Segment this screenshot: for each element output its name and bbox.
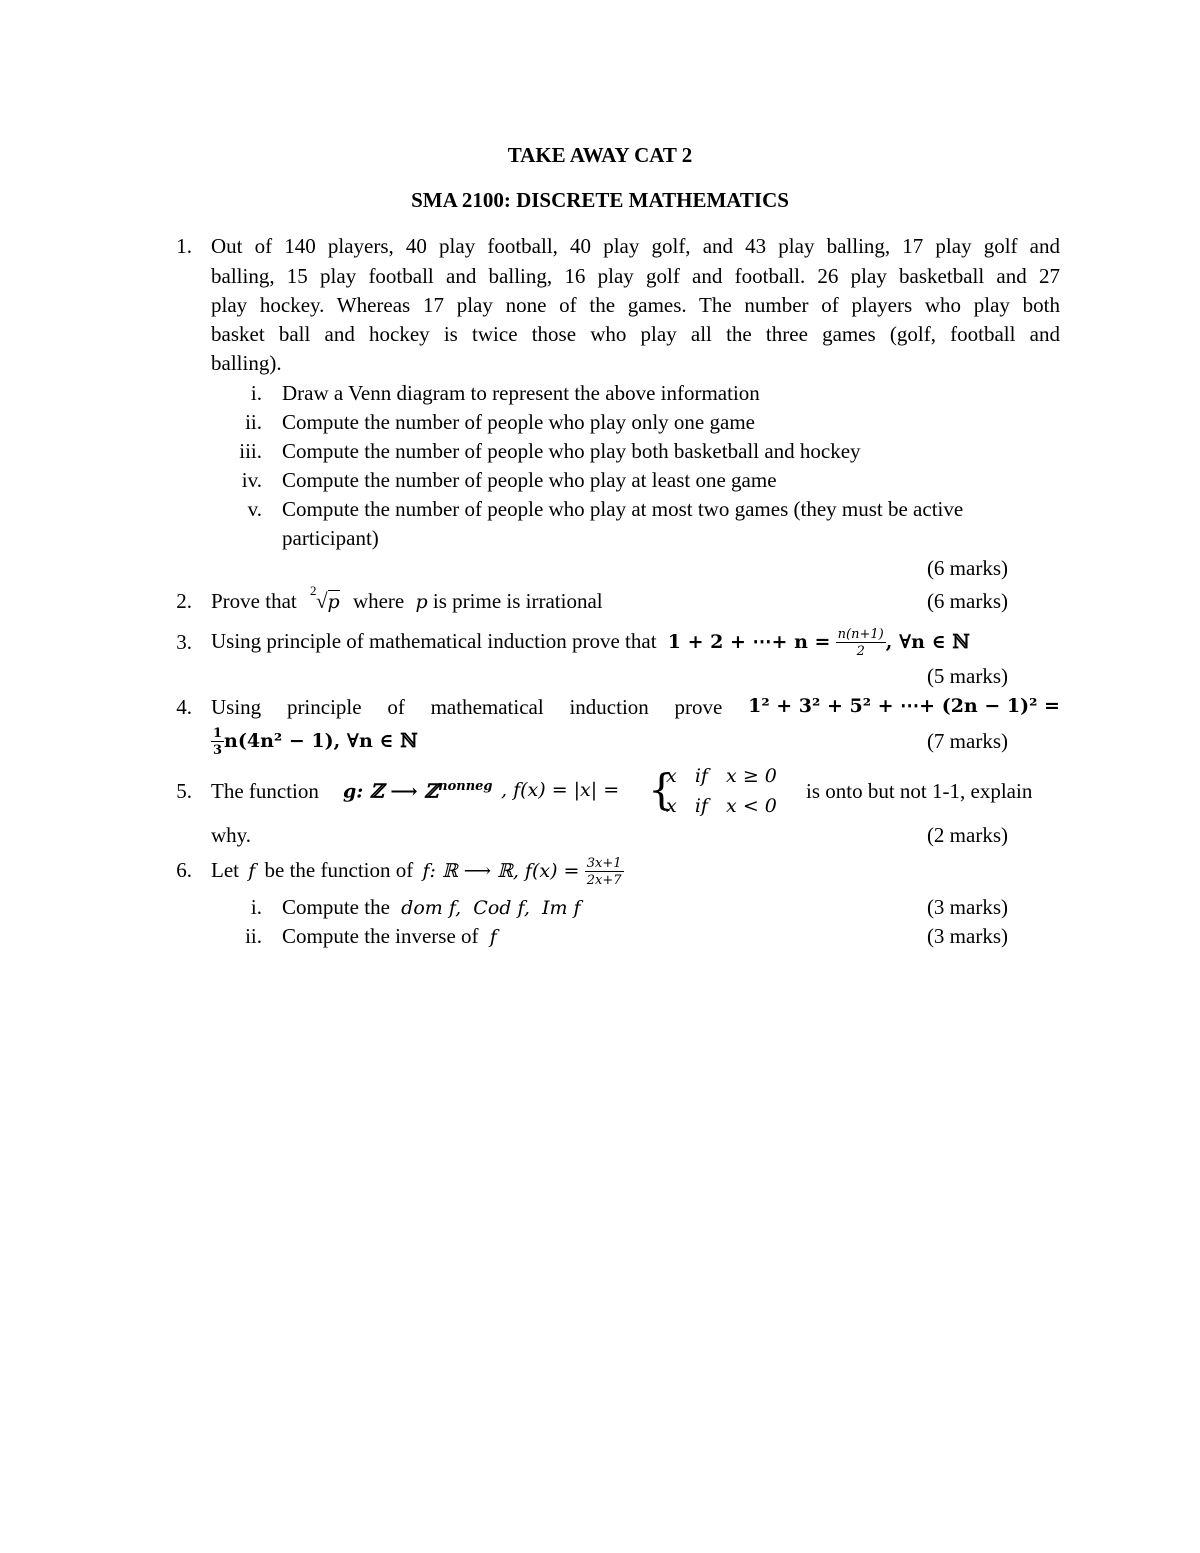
- fraction-denominator: 2x+7: [586, 873, 622, 889]
- q6-part-marks: (3 marks): [926, 924, 1008, 948]
- q3-lhs: 1 + 2 + ⋯+ n =: [667, 631, 831, 653]
- q6-part-math: dom f, Cod f, Im f: [401, 897, 581, 919]
- q4-marks: (7 marks): [926, 729, 1008, 753]
- q5-continuation: why.: [211, 823, 252, 847]
- q1-part-number: v.: [247, 497, 262, 521]
- q4-number: 4.: [176, 695, 192, 719]
- q3-pre: Using principle of mathematical induction prove that: [211, 629, 657, 653]
- q2-post: is prime is irrational: [432, 589, 603, 613]
- q6-mid: be the function of: [264, 858, 414, 882]
- q2-marks: (6 marks): [926, 589, 1008, 613]
- q4-word: induction: [569, 695, 649, 719]
- q4-word: Using: [211, 695, 262, 719]
- q5-marks: (2 marks): [926, 823, 1008, 847]
- q2-number: 2.: [176, 589, 192, 613]
- q1-marks: (6 marks): [926, 556, 1008, 580]
- fraction-numerator: 3x+1: [586, 856, 622, 872]
- q4-line-2: [211, 720, 417, 761]
- q3-statement: [211, 619, 970, 664]
- q5-map: [343, 779, 493, 802]
- q4-word: prove: [674, 695, 723, 719]
- q5-pre: The function: [211, 779, 319, 803]
- map-text: g: ℤ ⟶ ℤ: [343, 780, 439, 803]
- q5-case-1: x if x ≥ 0: [666, 765, 777, 787]
- q6-map: f: ℝ ⟶ ℝ, f(x) =: [422, 860, 580, 882]
- q1-part-text: Compute the number of people who play at least one game: [282, 468, 777, 492]
- q1-part-text: Compute the number of people who play both basketball and hockey: [282, 439, 861, 463]
- q1-line-1: Out of 140 players, 40 play football, 40 play golf, and 43 play balling, 17 play golf and: [211, 234, 1060, 258]
- fraction-denominator: 2: [856, 644, 865, 660]
- q6-fraction: [585, 857, 624, 887]
- root-symbol: √: [315, 589, 328, 613]
- q6-part-math: f: [489, 926, 497, 948]
- map-superscript: nonneg: [438, 779, 493, 794]
- q4-fraction: [211, 727, 224, 757]
- q6-part-text: [282, 924, 497, 949]
- q2-var: p: [415, 591, 428, 613]
- q2-root: [309, 583, 340, 614]
- q1-line-2: balling, 15 play football and balling, 16 play golf and football. 26 play basketball and 27: [211, 264, 1060, 288]
- q4-word: of: [387, 695, 405, 719]
- q1-part-number: iv.: [241, 468, 262, 492]
- q6-part-label: Compute the inverse of: [282, 924, 479, 948]
- q2-pre: Prove that: [211, 589, 297, 613]
- q6-part-label: Compute the: [282, 895, 390, 919]
- q1-part-number: ii.: [245, 410, 262, 434]
- q4-lhs: 1² + 3² + 5² + ⋯+ (2n − 1)² =: [748, 695, 1060, 717]
- q6-part-number: ii.: [245, 924, 262, 948]
- fraction-numerator: 1: [213, 726, 223, 742]
- q1-line-5: balling).: [211, 351, 282, 375]
- q2-mid: where: [352, 589, 405, 613]
- q1-line-4: basket ball and hockey is twice those who play all the three games (golf, football and: [211, 322, 1060, 346]
- q6-part-text: [282, 895, 581, 920]
- q5-fx: , f(x) = |x| =: [501, 779, 620, 801]
- q6-number: 6.: [176, 858, 192, 882]
- q1-part-text: Draw a Venn diagram to represent the above information: [282, 381, 760, 405]
- q6-part-marks: (3 marks): [926, 895, 1008, 919]
- q4-rhs: n(4n² − 1), ∀n ∈ ℕ: [224, 730, 418, 752]
- q1-line-3: play hockey. Whereas 17 play none of the games. The number of players who play both: [211, 293, 1060, 317]
- q4-line-1: [211, 695, 1060, 720]
- q1-part-number: iii.: [239, 439, 262, 463]
- q4-word: mathematical: [430, 695, 544, 719]
- q5-case-2: x if x < 0: [666, 795, 777, 817]
- q5-brace: {: [648, 765, 675, 814]
- q1-part-text: Compute the number of people who play at most two games (they must be active: [282, 497, 964, 521]
- root-variable: p: [327, 591, 340, 613]
- q6-pre: Let: [211, 858, 239, 882]
- q6-f: f: [248, 860, 256, 882]
- q1-number: 1.: [176, 234, 192, 258]
- q5-post: is onto but not 1-1, explain: [806, 779, 1033, 803]
- course-title: SMA 2100: DISCRETE MATHEMATICS: [411, 188, 789, 212]
- root-index: 2: [309, 583, 317, 598]
- q6-part-number: i.: [250, 895, 262, 919]
- q1-part-v-continuation: participant): [282, 526, 379, 550]
- q1-part-number: i.: [250, 381, 262, 405]
- q4-word: principle: [286, 695, 362, 719]
- q3-marks: (5 marks): [926, 664, 1008, 688]
- q1-part-text: Compute the number of people who play only one game: [282, 410, 755, 434]
- q3-fraction: [836, 628, 886, 658]
- fraction-numerator: n(n+1): [837, 627, 884, 643]
- q3-tail: , ∀n ∈ ℕ: [885, 631, 970, 653]
- q5-number: 5.: [176, 779, 192, 803]
- fraction-denominator: 3: [213, 743, 223, 759]
- doc-title: TAKE AWAY CAT 2: [507, 143, 693, 167]
- q3-number: 3.: [176, 630, 192, 654]
- q6-statement: [211, 848, 624, 893]
- q2-statement: [211, 583, 603, 614]
